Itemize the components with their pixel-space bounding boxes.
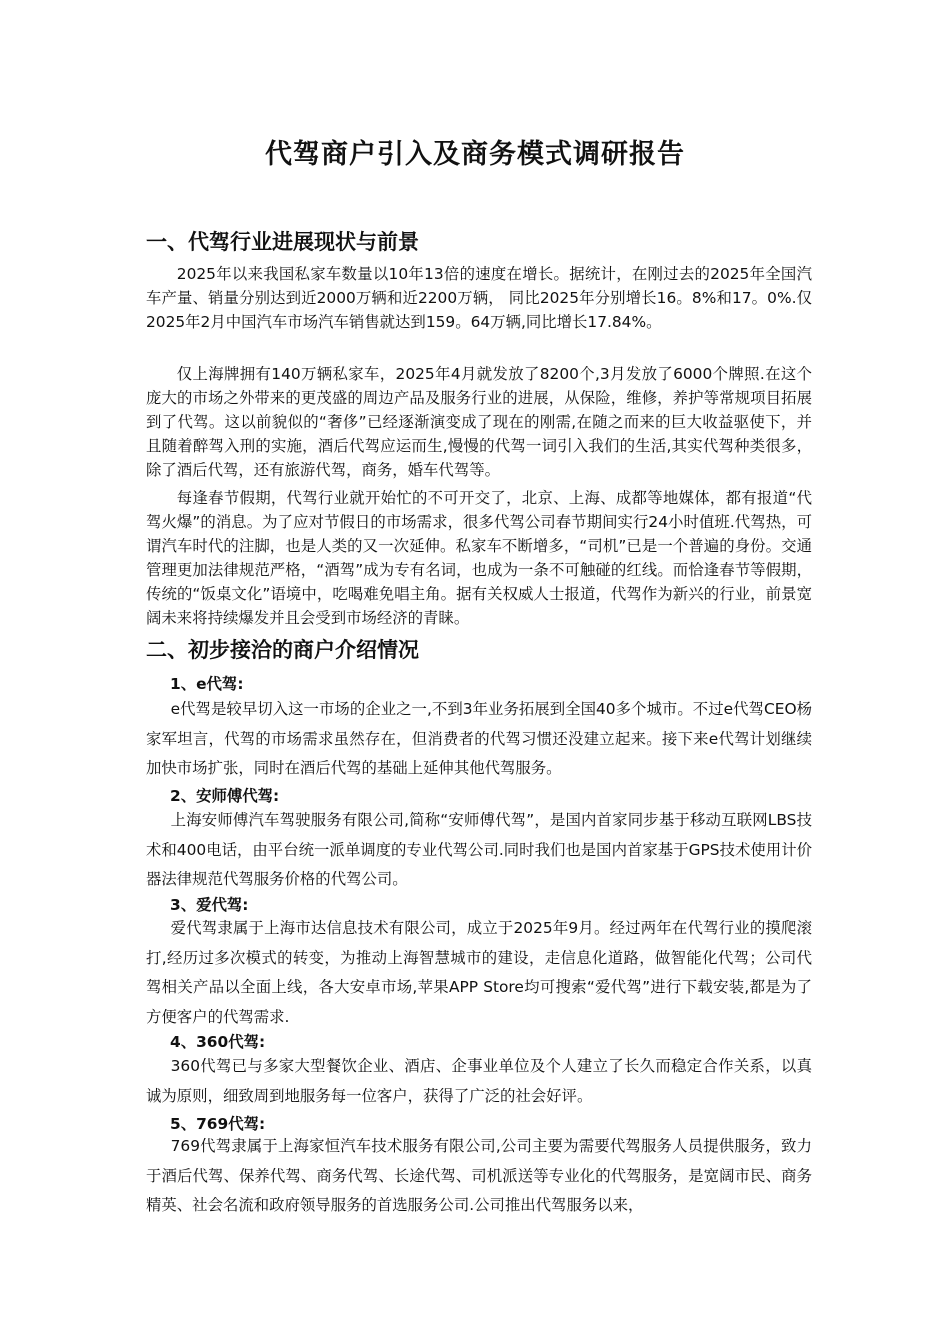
merchant-1-description: e代驾是较早切入这一市场的企业之一,不到3年业务拓展到全国40多个城市。不过e代驾CEO杨家军坦言，代驾的市场需求虽然存在，但消费者的代驾习惯还没建立起来。接下来e代驾计划继续加快市场扩张，同时在酒后代驾的基础上延伸其他代驾服务。 <box>146 700 812 777</box>
section1-paragraph-3: 每逢春节假期，代驾行业就开始忙的不可开交了，北京、上海、成都等地媒体，都有报道“代驾火爆”的消息。为了应对节假日的市场需求，很多代驾公司春节期间实行24小时值班.代驾热，可谓汽车时代的注脚，也是人类的又一次延伸。私家车不断增多，“司机”已是一个普遍的身份。交通管理更加法律规范严格，“酒驾”成为专有名词，也成为一条不可触碰的红线。而恰逢春节等假期，传统的“饭桌文化”语境中，吃喝难免唱主角。据有关权威人士报道，代驾作为新兴的行业，前景宽阔未来将持续爆发并且会受到市场经济的青睐。 <box>146 489 812 627</box>
merchant-3-description: 爱代驾隶属于上海市达信息技术有限公司，成立于2025年9月。经过两年在代驾行业的摸爬滚打,经历过多次模式的转变，为推动上海智慧城市的建设，走信息化道路，做智能化代驾；公司代驾相关产品以全面上线，各大安卓市场,苹果APP Store均可搜索“爱代驾”进行下载安装,都是为了方便客户的代驾需求. <box>146 919 812 1026</box>
section1-paragraph-1: 2025年以来我国私家车数量以10年13倍的速度在增长。据统计，在刚过去的2025年全国汽车产量、销量分别达到近2000万辆和近2200万辆， 同比2025年分别增长16。8%和17。0%.仅2025年2月中国汽车市场汽车销售就达到159。64万辆,同比增长17.84%。 <box>146 265 812 331</box>
section1-paragraph-2: 仅上海牌拥有140万辆私家车，2025年4月就发放了8200个,3月发放了6000个牌照.在这个庞大的市场之外带来的更茂盛的周边产品及服务行业的进展，从保险，维修，养护等常规项目拓展到了代驾。这以前貌似的“奢侈”已经逐渐演变成了现在的刚需,在随之而来的巨大收益驱使下，并且随着醉驾入刑的实施，酒后代驾应运而生,慢慢的代驾一词引入我们的生活,其实代驾种类很多，除了酒后代驾，还有旅游代驾，商务，婚车代驾等。 <box>146 365 812 479</box>
document-title: 代驾商户引入及商务模式调研报告 <box>265 139 685 170</box>
merchant-5-name: 5、769代驾: <box>170 1115 266 1133</box>
merchant-3-name: 3、爱代驾: <box>170 896 249 914</box>
merchant-2-description: 上海安师傅汽车驾驶服务有限公司,简称“安师傅代驾”，是国内首家同步基于移动互联网LBS技术和400电话，由平台统一派单调度的专业代驾公司.同时我们也是国内首家基于GPS技术使用计价器法律规范代驾服务价格的代驾公司。 <box>146 811 812 888</box>
merchant-4-description: 360代驾已与多家大型餐饮企业、酒店、企事业单位及个人建立了长久而稳定合作关系，以真诚为原则，细致周到地服务每一位客户，获得了广泛的社会好评。 <box>146 1057 812 1105</box>
merchant-2-name: 2、安师傅代驾: <box>170 787 280 805</box>
merchant-1-name: 1、e代驾: <box>170 675 244 693</box>
merchant-5-description: 769代驾隶属于上海家恒汽车技术服务有限公司,公司主要为需要代驾服务人员提供服务，致力于酒后代驾、保养代驾、商务代驾、长途代驾、司机派送等专业化的代驾服务，是宽阔市民、商务精英、社会名流和政府领导服务的首选服务公司.公司推出代驾服务以来， <box>146 1137 812 1214</box>
section2-heading: 二、初步接洽的商户介绍情况 <box>146 638 419 662</box>
merchant-4-name: 4、360代驾: <box>170 1033 266 1051</box>
section1-heading: 一、代驾行业进展现状与前景 <box>146 230 419 254</box>
